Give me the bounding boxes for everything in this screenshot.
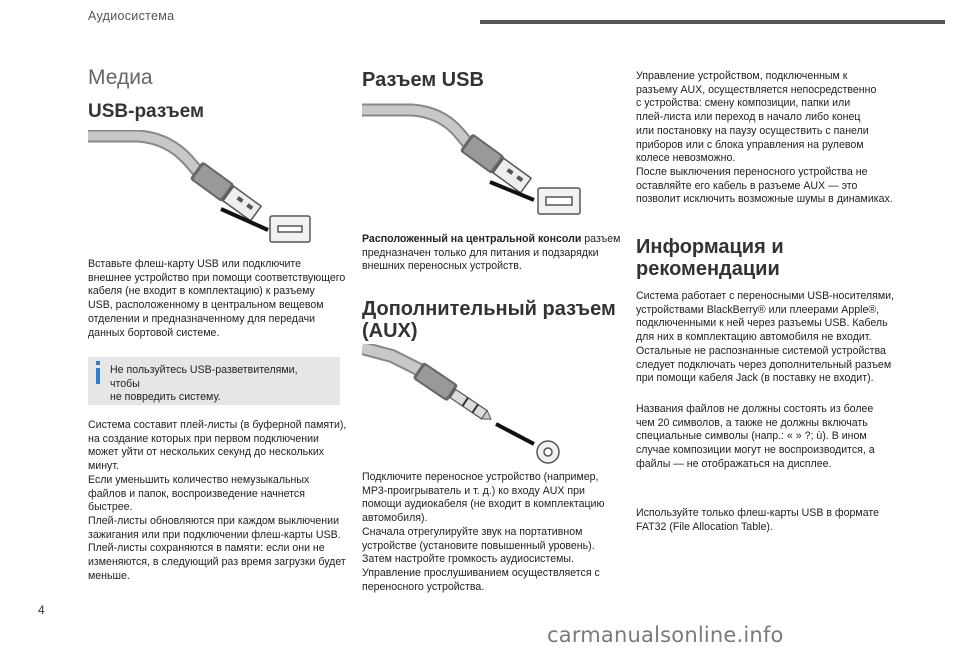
usb-paragraph-2: Система составит плей-листы (в буферной памяти), на создание которых при первом подключении может уйти от нескольких секунд до нескольких минут. Если уменьшить количество немузыкальных файлов и папок, воспроизведение начнется быстрее. Плей-листы обновляются при каждом выключении зажигания или при подключении флеш-карты USB. Плей-листы сохраняются в памяти: если они не изменяются, в следующий раз время загрузки будет меньше.	[88, 419, 347, 582]
aux-jack-illustration	[362, 344, 572, 466]
usb-port-heading: Разъем USB	[362, 69, 484, 91]
info-paragraph-1: Система работает с переносными USB-носителями, устройствами BlackBerry® или плеерами Apple®, подключенными к ней через разъемы USB. Кабель для них в комплектацию автомобиля не входит. Остальные не распознанные системой устройства следует подключать через дополнительный разъем при помощи кабеля Jack (в поставку не входит).	[636, 290, 894, 385]
usb-heading: USB-разъем	[88, 101, 205, 122]
info-note	[88, 357, 340, 405]
section-title: Медиа	[88, 66, 153, 89]
watermark: carmanualsonline.info	[547, 623, 784, 647]
info-icon-bar	[96, 368, 100, 384]
header-title: Аудиосистема	[88, 9, 175, 23]
info-paragraph-2: Названия файлов не должны состоять из более чем 20 символов, а также не должны включать специальные символы (напр.: « » ?; ù). В ином случае композиции могут не воспроизводится, а файлы — не отображаться на дисплее.	[636, 403, 875, 470]
usb-port-lead-rest: разъем	[581, 233, 621, 245]
header-bar	[480, 20, 945, 24]
aux-heading: Дополнительный разъем (AUX)	[362, 298, 616, 342]
info-heading: Информация и рекомендации	[636, 236, 784, 280]
info-paragraph-3: Используйте только флеш-карты USB в формате FAT32 (File Allocation Table).	[636, 507, 879, 533]
info-icon	[96, 361, 100, 365]
usb-paragraph-1: Вставьте флеш-карту USB или подключите внешнее устройство при помощи соответствующего кабеля (не входит в комплектацию) к разъему USB, расположенному в центральном вещевом отделении и предназначенному для передачи данных бортовой системе.	[88, 258, 346, 339]
usb-cable-illustration	[362, 100, 592, 218]
aux-paragraph: Подключите переносное устройство (например, MP3-проигрыватель и т. д.) ко входу AUX при помощи аудиокабеля (не входит в комплектацию автомобиля). Сначала отрегулируйте звук на портативном устройстве (установите повышенный уровень). Затем настройте громкость аудиосистемы. Управление прослушиванием осуществляется с переносного устройства.	[362, 471, 605, 593]
usb-flash-illustration	[88, 130, 328, 248]
aux-control-paragraph: Управление устройством, подключенным к разъему AUX, осуществляется непосредственно с устройства: смену композиции, папки или плей-листа или переход в начало либо конец или постановку на паузу осуществить с панели приборов или с блока управления на рулевом колесе невозможно. После выключения переносного устройства не оставляйте его кабель в разъеме AUX — это позволит исключить возможные шумы в динамиках.	[636, 70, 893, 206]
info-note-text: Не пользуйтесь USB-разветвителями, чтобы не повредить систему.	[110, 364, 298, 404]
usb-port-lead: Расположенный на центральной консоли	[362, 233, 582, 245]
usb-port-paragraph: Расположенный на центральной консоли разъем предназначен только для питания и подзарядки внешних переносных устройств.	[362, 233, 621, 273]
page-number: 4	[38, 603, 45, 617]
